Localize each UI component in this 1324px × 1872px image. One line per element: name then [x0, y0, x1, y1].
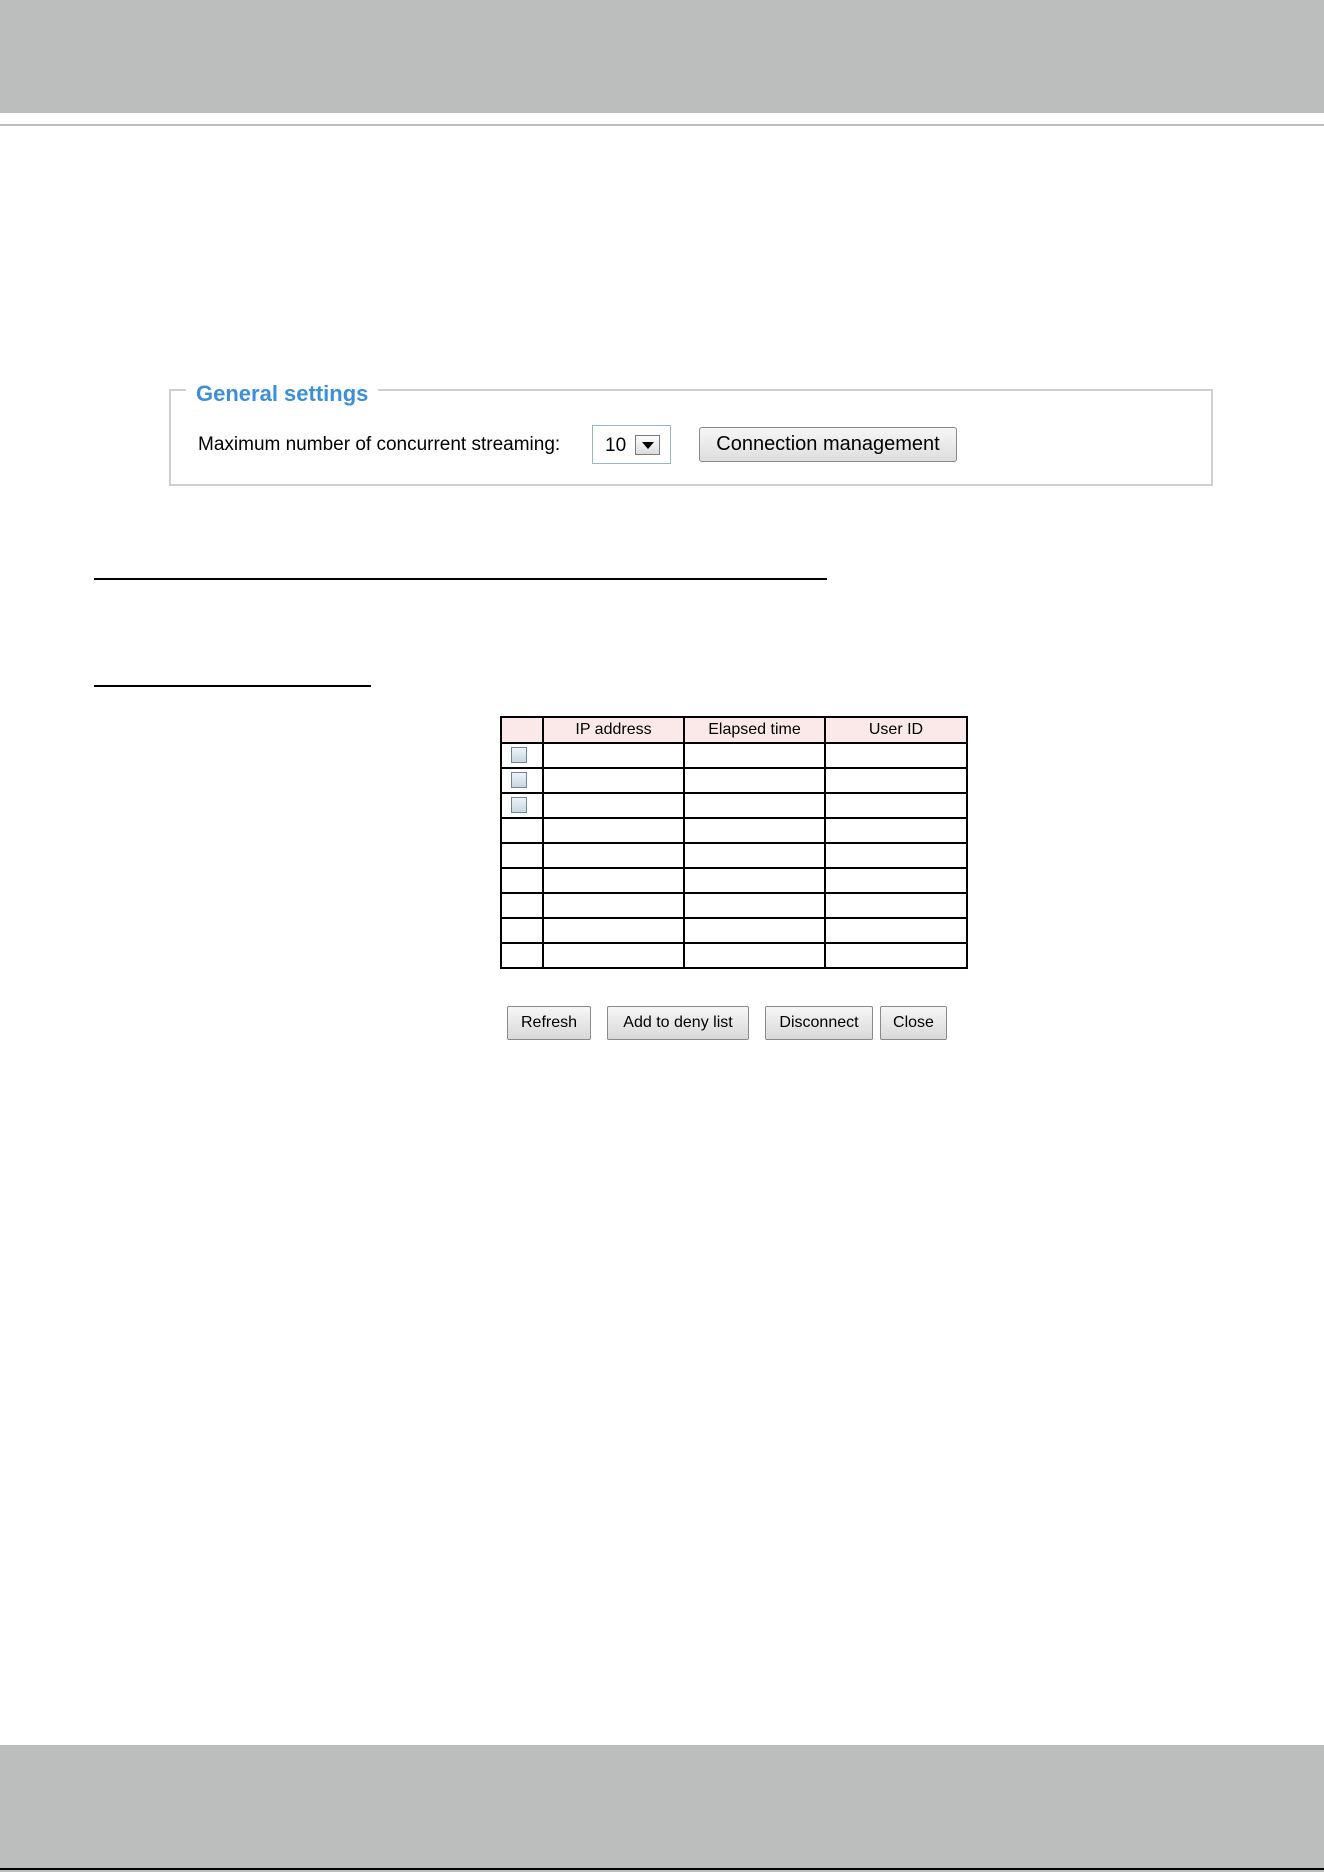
- table-row: [501, 893, 967, 918]
- select-cell: [501, 918, 543, 943]
- table-cell: [684, 743, 825, 768]
- max-streaming-label: Maximum number of concurrent streaming:: [198, 434, 561, 455]
- table-cell: [825, 893, 967, 918]
- table-cell: [543, 768, 684, 793]
- table-cell: [543, 818, 684, 843]
- table-cell: [825, 918, 967, 943]
- table-cell: [825, 943, 967, 968]
- table-row: [501, 768, 967, 793]
- table-cell: [543, 843, 684, 868]
- select-cell: [501, 843, 543, 868]
- select-cell: [501, 943, 543, 968]
- select-cell: [501, 793, 543, 818]
- table-cell: [825, 818, 967, 843]
- refresh-button[interactable]: Refresh: [507, 1006, 591, 1040]
- table-cell: [684, 943, 825, 968]
- table-cell: [825, 793, 967, 818]
- table-cell: [543, 893, 684, 918]
- table-cell: [684, 868, 825, 893]
- table-row: [501, 793, 967, 818]
- table-cell: [543, 868, 684, 893]
- table-cell: [684, 893, 825, 918]
- connection-management-button[interactable]: Connection management: [699, 427, 957, 462]
- table-row: [501, 843, 967, 868]
- table-cell: [825, 743, 967, 768]
- row-checkbox[interactable]: [511, 747, 527, 763]
- page-footer-bar: [0, 1745, 1324, 1872]
- table-cell: [543, 793, 684, 818]
- user-id-header: User ID: [825, 717, 967, 743]
- page-header-bar: [0, 0, 1324, 113]
- add-to-deny-list-button[interactable]: Add to deny list: [607, 1006, 749, 1040]
- table-row: [501, 868, 967, 893]
- max-streaming-value: 10: [605, 435, 627, 456]
- select-cell: [501, 868, 543, 893]
- underline-rule: [94, 578, 827, 580]
- table-cell: [543, 943, 684, 968]
- row-checkbox[interactable]: [511, 797, 527, 813]
- table-row: [501, 918, 967, 943]
- table-row: [501, 818, 967, 843]
- select-cell: [501, 743, 543, 768]
- footer-divider: [0, 1868, 1324, 1870]
- table-cell: [825, 868, 967, 893]
- table-cell: [543, 743, 684, 768]
- disconnect-button[interactable]: Disconnect: [765, 1006, 873, 1040]
- chevron-down-icon[interactable]: [635, 435, 660, 455]
- connection-table: [500, 716, 968, 969]
- table-cell: [684, 793, 825, 818]
- table-row: [501, 743, 967, 768]
- close-button[interactable]: Close: [880, 1006, 947, 1040]
- select-cell: [501, 893, 543, 918]
- table-cell: [684, 818, 825, 843]
- ip-address-header: IP address: [543, 717, 684, 743]
- select-cell: [501, 768, 543, 793]
- table-cell: [825, 843, 967, 868]
- max-streaming-select[interactable]: [592, 425, 671, 464]
- table-cell: [684, 918, 825, 943]
- table-header-row: [501, 717, 967, 743]
- general-settings-title: General settings: [186, 380, 378, 408]
- underline-rule-short: [94, 685, 371, 687]
- row-checkbox[interactable]: [511, 772, 527, 788]
- elapsed-time-header: Elapsed time: [684, 717, 825, 743]
- table-cell: [684, 768, 825, 793]
- header-divider: [0, 124, 1324, 126]
- table-cell: [825, 768, 967, 793]
- select-cell: [501, 818, 543, 843]
- table-cell: [543, 918, 684, 943]
- table-cell: [684, 843, 825, 868]
- select-column-header: [501, 717, 543, 743]
- table-row: [501, 943, 967, 968]
